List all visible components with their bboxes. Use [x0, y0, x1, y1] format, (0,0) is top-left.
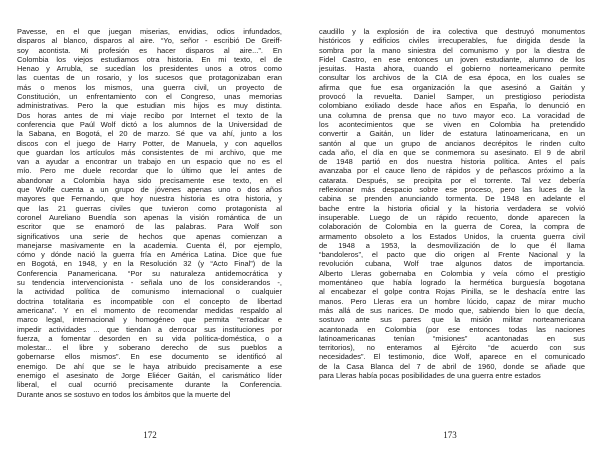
text-line: mío. Pero me duele recordar que lo último que leí antes de	[17, 166, 282, 176]
text-line: cada año, el día en que se conmemora su asesinato. El 9 de abril	[319, 147, 585, 157]
text-line: afirma que fue esa organización la que asesinó a Gaitán y	[319, 82, 585, 92]
text-line: Conferencia Panamericana. “Por su naturaleza antidemocrática y	[17, 268, 282, 278]
text-line: al encabezar el golpe contra Rojas Pinilla, se le deshacía entre las	[319, 287, 585, 297]
text-line: soy acontista. Mi profesión es hacer disparos al aire...”. En	[17, 45, 282, 55]
text-line: la Sabana, en Bogotá, el 20 de marzo. Sé que va ahí, junto a los	[17, 129, 282, 139]
text-line: sombra por la mano siniestra del comunismo y por la diestra de	[319, 45, 585, 55]
text-line: que guardan los artículos más consistentes de mi archivo, que me	[17, 147, 282, 157]
text-line: armamento obsoleto a los Estados Unidos, la cruenta guerra civil	[319, 231, 585, 241]
text-line: Colombia los viejos estudiamos otra historia. En mi texto, el de	[17, 54, 282, 64]
right-page-number: 173	[443, 430, 457, 440]
text-line: cómo y dónde nació la guerra fría en América Latina. Dice que fue	[17, 250, 282, 260]
text-line: bache entre la historia oficial y la historia verdadera se volvió	[319, 203, 585, 213]
text-line: avanzaba por el cauce lleno de rápidos y de peñascos próximo a la	[319, 166, 585, 176]
text-line: americana”. Y en el momento de recomendar medidas respaldo al	[17, 305, 282, 315]
text-line: escritor que se enamoró de las palabras. Para Wolf son	[17, 222, 282, 232]
text-line: más allá de sus narices. De modo que, sabiendo bien lo que decía,	[319, 305, 585, 315]
text-line: fuerza, a fomentar desorden en su vida política-doméstica, o a	[17, 333, 282, 343]
text-line: molestar... el libre y soberano derecho de sus pueblos a	[17, 343, 282, 353]
text-line: doctrina totalitaria es incompatible con el concepto de libertad	[17, 296, 282, 306]
text-line: Dos horas antes de mi viaje recibo por Internet el texto de la	[17, 110, 282, 120]
text-line: revolución cubana, Wolf trae algunos datos de importancia.	[319, 259, 585, 269]
text-line: la actividad política de comunismo internacional o cualquier	[17, 287, 282, 297]
text-line: su tendencia intervencionista - señala uno de los considerandos -,	[17, 278, 282, 288]
text-line: Henao y Arrubla, se sucedían los presidentes unos a otros como	[17, 64, 282, 74]
text-line: que las 21 guerras civiles que tuvieron como protagonista al	[17, 203, 282, 213]
text-line: las cuentas de un rosario, y los sucesos que protagonizaban eran	[17, 73, 282, 83]
text-line: provocó la revuelta. Daniel Samper, un prestigioso periodista	[319, 92, 585, 102]
text-line: manos. Pero Lleras era un hombre lúcido, capaz de mirar mucho	[319, 296, 585, 306]
text-line: enemigo el asesinato de Jorge Eliécer Gaitán, el carismático líder	[17, 370, 282, 380]
text-line: Constitución, un enfrentamiento con el Congreso, unas memorias	[17, 92, 282, 102]
text-line: enemigo. De ahí que se le haya atribuido precisamente a ese	[17, 361, 282, 371]
left-page-text	[17, 27, 282, 399]
text-line: necesidades”. El testimonio, dice Wolf, aparece en el comunicado	[319, 352, 585, 362]
text-line: administrativas. Pero la que estudian mis hijos es muy distinta.	[17, 101, 282, 111]
text-line: santón al que un grupo de ancianos decrépitos le rinden culto	[319, 138, 585, 148]
text-line: los acontecimientos que se viven en Colombia ha pretendido	[319, 119, 585, 129]
text-line: latinoamericanas tenían “misiones” acantonadas en sus	[319, 333, 585, 343]
text-line: de la Casa Blanca del 7 de abril de 1960, donde se añade que	[319, 361, 585, 371]
text-line: mayores que Fernando, que hoy nuestra historia es otra historia, y	[17, 194, 282, 204]
text-line: cabina se prenden anunciando tormenta. De 1948 en adelante el	[319, 194, 585, 204]
text-line: para Lleras había pocas posibilidades de una guerra entre estados	[319, 370, 541, 380]
text-line: discos con el juego de Harry Potter, de Manuela, y con aquellos	[17, 138, 282, 148]
text-line: catarata. Después, se precipita por el torrente. Tal vez debería	[319, 175, 585, 185]
text-line: insuperable. Luego de un rápido recuento, donde aparecen la	[319, 212, 585, 222]
text-line: consultar los archivos de la CIA de esa época, en los cuales se	[319, 73, 585, 83]
text-line: caudillo y la explosión de ira colectiva que destruyó monumentos	[319, 27, 585, 36]
text-line: abandonar a Colombia haya sido precisamente ese texto, en el	[17, 175, 282, 185]
text-line: marco legal, internacional y homogéneo que permita “erradicar e	[17, 315, 282, 325]
text-line: “bandoleros”, el pacto que dio origen al Frente Nacional y la	[319, 250, 585, 260]
text-line: de 1948 partió en dos nuestra historia política. Antes el país	[319, 157, 585, 167]
text-line: momentáneo que había logrado la hermética burguesía bogotana	[319, 278, 585, 288]
text-line: convertir a Gaitán, un líder de estatura latinoamericana, en un	[319, 129, 585, 139]
text-line: conferencia que Paúl Wolf dictó a los alumnos de la Universidad de	[17, 119, 282, 129]
text-line: liberal, el cual ocurrió precisamente durante la Conferencia.	[17, 380, 282, 390]
text-line: significativos una serie de hechos que apenas comienzan a	[17, 231, 282, 241]
text-line: territorios), no enteramos al Ejército “de acuerdo con sus	[319, 343, 585, 353]
left-page-number: 172	[143, 430, 157, 440]
text-line: Durante anos se sostuvo en todos los ámbitos que la muerte del	[17, 389, 231, 399]
text-line: sostuvo ante sus pares que la misión militar norteamericana	[319, 315, 585, 325]
text-line: van a ayudar a encontrar un trabajo en un espacio que no es el	[17, 157, 282, 167]
text-line: coronel Aureliano Buendía son apenas la visión romántica de un	[17, 212, 282, 222]
text-line: gobernarse ellos mismos”. En ese documento se identificó al	[17, 352, 282, 362]
text-line: impedir actividades ... que tiendan a derrocar sus instituciones por	[17, 324, 282, 334]
right-page	[300, 0, 600, 450]
text-line: Pavesse, en el que juegan miserias, envidias, odios infundados,	[17, 27, 282, 36]
text-line: jesuitas. Hasta ahora, cuando el gobierno norteamericano permite	[319, 64, 585, 74]
text-line: disparos al blanco, disparos al aire. “Yo, señor - escribió De Greiff-	[17, 36, 282, 46]
text-line: colombiano exiliado desde hace años en España, lo denunció en	[319, 101, 585, 111]
right-page-text	[319, 27, 585, 380]
text-line: más o menos los mismos, una guerra civil, un proyecto de	[17, 82, 282, 92]
text-line: reflexionar más despacio sobre ese proceso, pero las luces de la	[319, 185, 585, 195]
text-line: en Bogotá, en 1948, y en la Resolución 32 (y “Acto Final”) de la	[17, 259, 282, 269]
text-line: colaboración de Colombia en la guerra de Corea, la compra de	[319, 222, 585, 232]
text-line: que Wolfe cuenta a un grupo de jóvenes apenas uno o dos años	[17, 185, 282, 195]
text-line: históricos y edificios civiles irrecuperables, fue dirigida desde la	[319, 36, 585, 46]
text-line: de 1948 a 1953, la desmovilización de lo que él llama	[319, 240, 585, 250]
text-line: una columna de prensa que no tuvo mayor eco. La voracidad de	[319, 110, 585, 120]
text-line: acantonada en Colombia (por ese entonces todas las naciones	[319, 324, 585, 334]
text-line: Alberto Lleras gobernaba en Colombia y veía cómo el prestigio	[319, 268, 585, 278]
text-line: Fidel Castro, en ese entonces un joven estudiante, alumno de los	[319, 54, 585, 64]
text-line: manejarse masivamente en la academia. Cuenta él, por ejemplo,	[17, 240, 282, 250]
